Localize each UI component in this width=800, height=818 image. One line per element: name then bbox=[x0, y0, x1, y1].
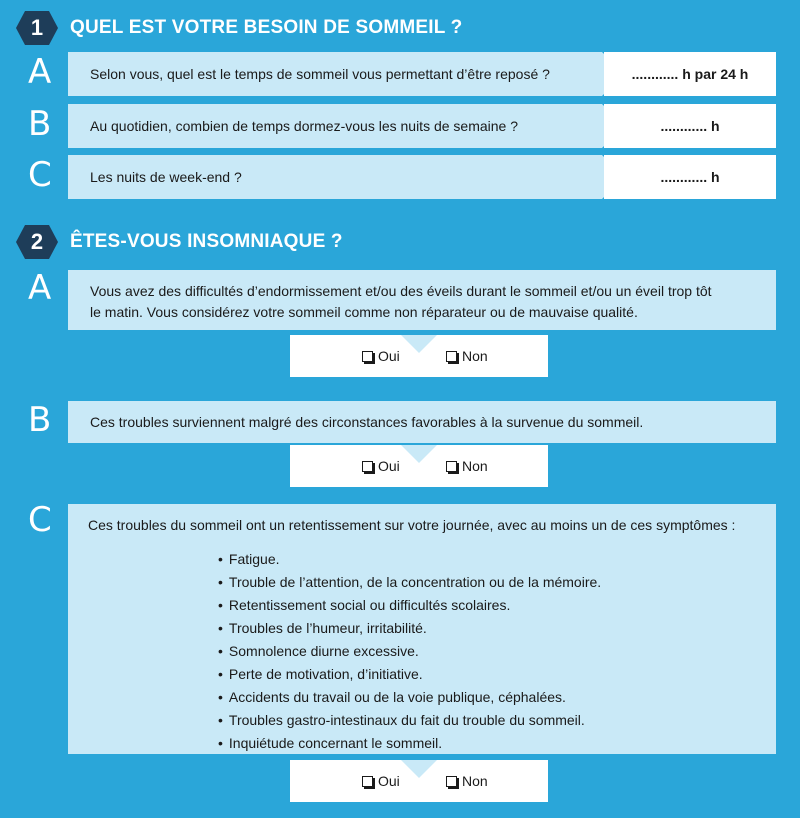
section-2-number: 2 bbox=[30, 229, 44, 254]
question-2a-line-2: le matin. Vous considérez votre sommeil comme non réparateur ou de mauvaise qualité. bbox=[90, 304, 638, 320]
question-2b-letter: B bbox=[28, 400, 52, 440]
answer-2c-oui[interactable] bbox=[362, 773, 400, 789]
symptom-item: • Fatigue. bbox=[218, 548, 601, 571]
answer-2c-non[interactable] bbox=[446, 773, 488, 789]
symptom-item: • Retentissement social ou difficultés scolaires. bbox=[218, 594, 601, 617]
question-1c-letter: C bbox=[28, 155, 52, 195]
question-1b-letter: B bbox=[28, 104, 52, 144]
question-2c-box bbox=[68, 504, 776, 754]
symptom-item: • Troubles de l’humeur, irritabilité. bbox=[218, 617, 601, 640]
symptom-item: • Trouble de l’attention, de la concentration ou de la mémoire. bbox=[218, 571, 601, 594]
answer-2b-choice bbox=[290, 445, 548, 487]
symptom-item: • Accidents du travail ou de la voie publique, céphalées. bbox=[218, 686, 601, 709]
answer-2a-notch bbox=[401, 335, 437, 353]
answer-1a-field[interactable]: ............ h par 24 h bbox=[604, 52, 776, 96]
answer-1b-field[interactable]: ............ h bbox=[604, 104, 776, 148]
question-1c-box bbox=[68, 155, 602, 199]
question-2a-line-1: Vous avez des difficultés d’endormissement et/ou des éveils durant le sommeil et/ou un éveil trop tôt bbox=[90, 283, 712, 299]
answer-2a-choice bbox=[290, 335, 548, 377]
answer-2c-non-label: Non bbox=[462, 773, 488, 789]
symptom-item: • Perte de motivation, d’initiative. bbox=[218, 663, 601, 686]
answer-2c-choice bbox=[290, 760, 548, 802]
symptom-list bbox=[218, 548, 601, 755]
answer-2b-notch bbox=[401, 445, 437, 463]
symptom-item: • Troubles gastro-intestinaux du fait du trouble du sommeil. bbox=[218, 709, 601, 732]
question-2b-box bbox=[68, 401, 776, 443]
answer-2a-non-label: Non bbox=[462, 348, 488, 364]
checkbox-icon bbox=[446, 461, 457, 472]
section-2-number-badge bbox=[16, 225, 58, 259]
question-2a-box bbox=[68, 270, 776, 330]
question-1a-letter: A bbox=[28, 52, 52, 92]
question-1c-text: Les nuits de week-end ? bbox=[90, 169, 242, 185]
answer-2a-oui[interactable] bbox=[362, 348, 400, 364]
section-2-title: ÊTES-VOUS INSOMNIAQUE ? bbox=[70, 231, 343, 252]
section-1-number-badge bbox=[16, 11, 58, 45]
section-1-number: 1 bbox=[30, 15, 44, 40]
question-1a-box bbox=[68, 52, 602, 96]
answer-2b-oui-label: Oui bbox=[378, 458, 400, 474]
section-1-title: QUEL EST VOTRE BESOIN DE SOMMEIL ? bbox=[70, 17, 463, 38]
symptom-item: • Inquiétude concernant le sommeil. bbox=[218, 732, 601, 755]
answer-2c-notch bbox=[401, 760, 437, 778]
question-2b-text: Ces troubles surviennent malgré des circonstances favorables à la survenue du sommeil. bbox=[90, 414, 644, 430]
question-1b-text: Au quotidien, combien de temps dormez-vous les nuits de semaine ? bbox=[90, 118, 519, 134]
checkbox-icon bbox=[362, 776, 373, 787]
answer-2c-oui-label: Oui bbox=[378, 773, 400, 789]
checkbox-icon bbox=[362, 461, 373, 472]
checkbox-icon bbox=[446, 351, 457, 362]
question-2c-text: Ces troubles du sommeil ont un retentissement sur votre journée, avec au moins un de ces symptômes : bbox=[88, 517, 736, 533]
question-1a-text: Selon vous, quel est le temps de sommeil vous permettant d’être reposé ? bbox=[90, 66, 550, 82]
answer-2b-non[interactable] bbox=[446, 458, 488, 474]
answer-2a-non[interactable] bbox=[446, 348, 488, 364]
answer-1c-field[interactable]: ............ h bbox=[604, 155, 776, 199]
checkbox-icon bbox=[446, 776, 457, 787]
question-2a-letter: A bbox=[28, 268, 52, 308]
question-1b-box bbox=[68, 104, 602, 148]
answer-2b-non-label: Non bbox=[462, 458, 488, 474]
answer-2a-oui-label: Oui bbox=[378, 348, 400, 364]
answer-2b-oui[interactable] bbox=[362, 458, 400, 474]
checkbox-icon bbox=[362, 351, 373, 362]
symptom-item: • Somnolence diurne excessive. bbox=[218, 640, 601, 663]
question-2c-letter: C bbox=[28, 500, 52, 540]
